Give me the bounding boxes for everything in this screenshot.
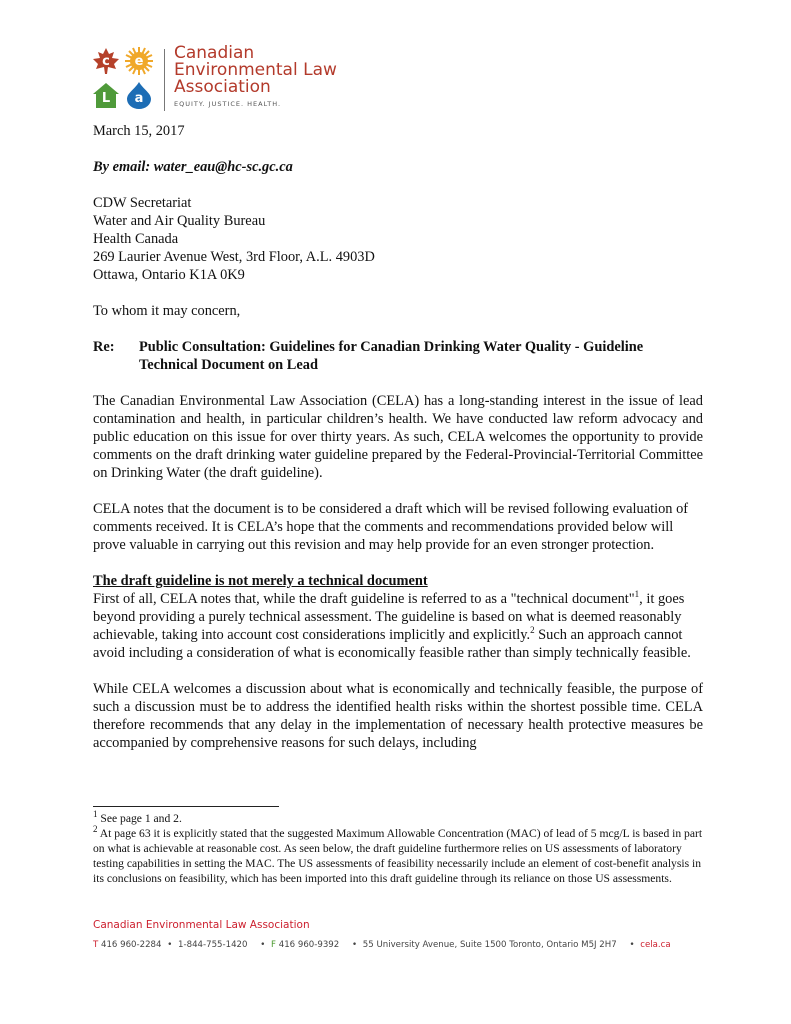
sun-icon: e [125,47,153,75]
footer-address: 55 University Avenue, Suite 1500 Toronto, Ontario M5J 2H7 [362,940,617,950]
footnote-ref-2[interactable]: 2 [530,625,535,636]
footnote-2: $^2$ At page 63 it is explicitly stated that the suggested Maximum Allowable Concentration (MAC) of lead of 5 mcg/L is based in part on what is achievable at reasonable cost. As seen below, the draft guideline furthermore relies on US assessments of laboratory testing capabilities in setting the MAC. The US assessments of feasibility necessarily include an element of cost-benefit analysis in its conclusions on feasibility, which has been imported into this draft guideline through its reliance on those US assessments. [93,824,703,885]
footnote-divider [93,806,279,807]
letter-date: March 15, 2017 [93,123,185,139]
paragraph-technical-document: First of all, CELA notes that, while the draft guideline is referred to as a "technical document"$^1$, it goes beyond providing a purely technical assessment. The guideline is based on what is deemed reasonably achievable, taking into account cost considerations implicitly and explicitly.$^2$ Such an approach cannot avoid including a consideration of what is economically feasible rather than simply technically feasible. [93,589,691,661]
footer-website-link[interactable]: cela.ca [640,940,671,950]
letter-body [93,122,703,752]
section-heading: The draft guideline is not merely a technical document [93,573,428,589]
subject-line: Re: Public Consultation: Guidelines for Canadian Drinking Water Quality - Guideline Technical Document on Lead [93,339,644,373]
footnotes [93,811,703,886]
by-email-line: By email: water_eau@hc-sc.gc.ca [93,159,293,175]
logo-wordmark: Canadian Environmental Law Association EQUITY. JUSTICE. HEALTH. [174,43,337,108]
logo-icons [92,47,156,111]
footnote-ref-1[interactable]: 1 [634,589,640,600]
fax-label: F [271,940,276,950]
salutation: To whom it may concern, [93,303,241,319]
footer-tollfree: 1-844-755-1420 [178,940,248,950]
footer-fax: 416 960-9392 [278,940,340,950]
paragraph-draft-note: CELA notes that the document is to be considered a draft which will be revised following evaluation of comments received. It is CELA’s hope that the comments and recommendations provided below will prove valuable in carrying out this revision and may help provide for an even stronger protection. [93,501,689,553]
page-footer [93,918,703,950]
paragraph-intro: The Canadian Environmental Law Association (CELA) has a long-standing interest in the issue of lead contamination and health, in particular children’s health. We have conducted law reform advocacy and public education on this issue for over thirty years. As such, CELA welcomes the opportunity to provide comments on the draft drinking water guideline prepared by the Federal-Provincial-Territorial Committee on Drinking Water (the draft guideline). [93,393,703,481]
maple-leaf-icon: c [92,47,120,75]
house-icon: L [92,81,120,109]
phone-label: T [93,940,99,950]
footnote-1: $^1$ See page 1 and 2. [93,809,182,825]
logo-divider [164,49,165,111]
paragraph-feasibility: While CELA welcomes a discussion about what is economically and technically feasible, the purpose of such a discussion must be to address the identified health risks within the shortest possible time. CELA therefore recommends that any delay in the implementation of necessary health protective measures be accompanied by comprehensive reasons for such delays, including [93,681,703,751]
logo-tagline: EQUITY. JUSTICE. HEALTH. [174,100,282,108]
footer-org-name: Canadian Environmental Law Association [93,919,310,931]
footer-phone: 416 960-2284 [100,940,162,950]
cela-logo [92,43,352,115]
recipient-address: CDW Secretariat Water and Air Quality Bureau Health Canada 269 Laurier Avenue West, 3rd Floor, A.L. 4903D Ottawa, Ontario K1A 0K9 [93,195,375,283]
footer-contact-line: T 416 960-2284 • 1-844-755-1420 • F 416 960-9392 • 55 University Avenue, Suite 1500 Toronto, Ontario M5J 2H7 • cela.ca [93,940,671,950]
water-drop-icon: a [125,81,153,109]
